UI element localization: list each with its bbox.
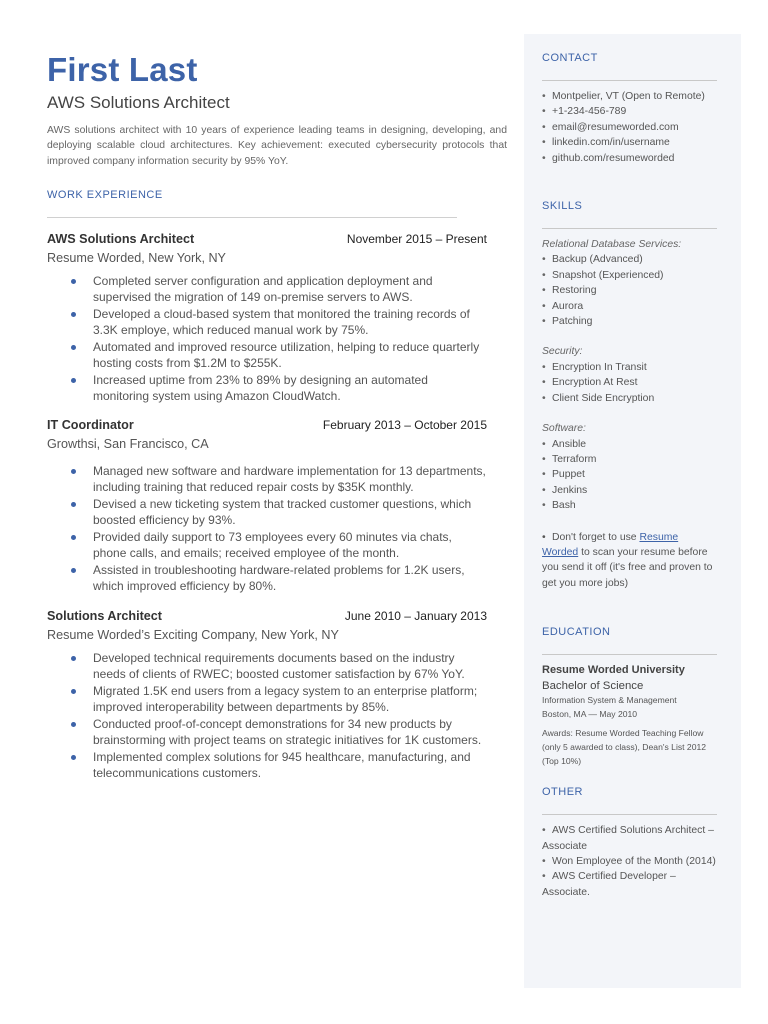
- other-item: • AWS Certified Developer – Associate.: [542, 871, 676, 898]
- job-bullet: Assisted in troubleshooting hardware-related problems for 1.2K users, which improved efficiency by 80%.: [93, 562, 487, 595]
- skill-item: • Encryption At Rest: [542, 377, 638, 389]
- sidebar: [524, 34, 741, 988]
- skill-item: • Puppet: [542, 469, 585, 481]
- job-role: Solutions Architect: [47, 608, 162, 623]
- main-column: [47, 52, 507, 782]
- job-bullet: Developed technical requirements documents based on the industry needs of clients of RWEC; boosted customer satisfaction by 67% YoY.: [93, 650, 487, 683]
- skill-group-list: [542, 360, 717, 406]
- job-bullet: Increased uptime from 23% to 89% by designing an automated monitoring system using Amazon CloudWatch.: [93, 372, 487, 405]
- skill-item: • Snapshot (Experienced): [542, 269, 664, 281]
- education-awards: Awards: Resume Worded Teaching Fellow (only 5 awarded to class), Dean's List 2012 (Top 10%): [542, 728, 707, 766]
- education-field: Information System & Management: [542, 695, 677, 706]
- education-school: Resume Worded University: [542, 664, 685, 677]
- resume-worded-link[interactable]: Resume Worded: [542, 531, 679, 558]
- job-company: Resume Worded’s Exciting Company, New York, NY: [47, 627, 339, 642]
- education-location-date: Boston, MA — May 2010: [542, 708, 638, 719]
- bullet-icon: •: [542, 137, 546, 149]
- job-company: Resume Worded, New York, NY: [47, 250, 226, 265]
- job-dates: February 2013 – October 2015: [322, 417, 487, 432]
- contact-github[interactable]: • github.com/resumeworded: [542, 151, 717, 166]
- job-bullet: Devised a new ticketing system that tracked customer questions, which boosted efficiency by 93%.: [93, 496, 487, 529]
- job-bullet: Developed a cloud-based system that monitored the training records of 3.3K employe, which reduced manual work by 75%.: [93, 306, 487, 339]
- skill-item: • Client Side Encryption: [542, 392, 655, 404]
- bullet-icon: •: [542, 152, 546, 164]
- job-role: IT Coordinator: [47, 417, 134, 432]
- skill-item: • Patching: [542, 316, 593, 328]
- contact-heading: CONTACT: [542, 52, 598, 64]
- skill-item: • Terraform: [542, 453, 597, 465]
- job-bullet: Managed new software and hardware implementation for 13 departments, including training that reduced repair costs by $35K monthly.: [93, 463, 486, 495]
- candidate-title: AWS Solutions Architect: [47, 93, 230, 112]
- job-bullet: Implemented complex solutions for 945 healthcare, manufacturing, and telecommunications customers.: [93, 749, 487, 782]
- job-bullets: [47, 463, 487, 595]
- contact-location: • Montpelier, VT (Open to Remote): [542, 89, 717, 104]
- skills-divider: [542, 228, 717, 229]
- work-experience-divider: [47, 217, 457, 218]
- skills-heading: SKILLS: [542, 200, 583, 213]
- bullet-icon: •: [542, 121, 546, 133]
- job-bullets: [47, 273, 487, 405]
- job-dates: June 2010 – January 2013: [344, 608, 487, 623]
- job-bullet: Conducted proof-of-concept demonstrations for 34 new products by brainstorming with project teams on strategic initiatives for 1K customers.: [93, 716, 487, 749]
- skill-group-list: [542, 437, 717, 514]
- education-divider: [542, 654, 717, 655]
- skill-group-label: Security:: [542, 346, 583, 358]
- skill-group-label: Relational Database Services:: [542, 239, 682, 251]
- other-list: [542, 823, 717, 900]
- resume-tip: • Don't forget to use Resume Worded to scan your resume before you send it off (it's free and proven to get you more jobs): [542, 531, 713, 589]
- contact-linkedin[interactable]: • linkedin.com/in/username: [542, 135, 717, 150]
- job-header: [47, 608, 487, 624]
- skill-item: • Jenkins: [542, 484, 588, 496]
- skill-item: • Aurora: [542, 300, 584, 312]
- other-heading: OTHER: [542, 786, 583, 799]
- job-bullet: Completed server configuration and application deployment and supervised the migration of 149 on-premise servers to AWS.: [93, 273, 487, 306]
- job-header: [47, 231, 487, 247]
- job-entry: [47, 608, 487, 782]
- skill-group-label: Software:: [542, 423, 586, 435]
- contact-phone: • +1-234-456-789: [542, 104, 717, 119]
- education-heading: EDUCATION: [542, 626, 611, 639]
- bullet-icon: •: [542, 106, 546, 118]
- job-entry: [47, 231, 487, 405]
- bullet-icon: •: [542, 91, 546, 102]
- job-bullet: Provided daily support to 73 employees every 60 minutes via chats, phone calls, and emails; received employee of the month.: [93, 529, 487, 562]
- contact-divider: [542, 80, 717, 81]
- contact-email[interactable]: • email@resumeworded.com: [542, 120, 717, 135]
- summary: AWS solutions architect with 10 years of experience leading teams in designing, developing, and deploying scalable cloud architectures. Key achievement: executed cybersecurity protocols that improved company information security by 95% YoY.: [47, 125, 507, 167]
- job-entry: [47, 417, 487, 595]
- skill-item: • Ansible: [542, 438, 587, 450]
- skill-group-list: [542, 252, 717, 329]
- job-bullets: [47, 650, 487, 782]
- job-dates: November 2015 – Present: [346, 231, 487, 246]
- job-bullet: Migrated 1.5K end users from a legacy system to an enterprise platform; improved interoperability between departments by 85%.: [93, 683, 487, 716]
- job-company: Growthsi, San Francisco, CA: [47, 436, 209, 451]
- skill-item: • Encryption In Transit: [542, 361, 647, 373]
- job-role: AWS Solutions Architect: [47, 231, 195, 246]
- work-experience-heading: WORK EXPERIENCE: [47, 188, 163, 201]
- other-divider: [542, 814, 717, 815]
- skill-item: • Backup (Advanced): [542, 254, 643, 266]
- other-item: • Won Employee of the Month (2014): [542, 855, 716, 867]
- candidate-name: First Last: [47, 51, 198, 88]
- skill-item: • Bash: [542, 500, 576, 512]
- contact-list: [542, 89, 717, 166]
- other-item: • AWS Certified Solutions Architect – Associate: [542, 825, 714, 852]
- education-degree: Bachelor of Science: [542, 680, 644, 693]
- job-bullet: Automated and improved resource utilization, helping to reduce quarterly hosting costs from $1.2M to $255K.: [93, 339, 487, 372]
- job-header: [47, 417, 487, 433]
- skill-item: • Restoring: [542, 285, 597, 297]
- bullet-icon: •: [542, 531, 546, 543]
